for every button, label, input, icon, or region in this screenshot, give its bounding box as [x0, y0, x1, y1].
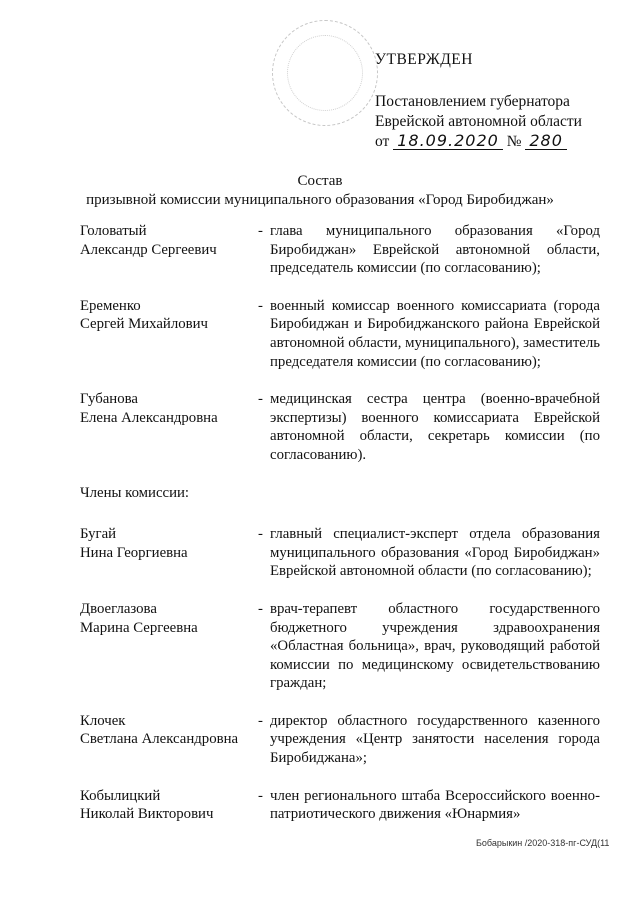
document-footer-code: Бобарыкин /2020-318-пг-СУД(11 [476, 838, 610, 848]
person-role: врач-терапевт областного государственного бюджетного учреждения здравоохранения «Областная больница», врач, руководящий работой комиссии по медицинскому освидетельствованию граждан; [270, 600, 600, 692]
list-item [80, 712, 600, 768]
list-item [80, 297, 600, 371]
person-role: медицинская сестра центра (военно-врачебной экспертизы) военного комиссариата Еврейской автономной области, секретарь комиссии (по согласованию). [270, 391, 600, 463]
members-header: Члены комиссии: [80, 484, 190, 501]
list-item [80, 600, 600, 693]
dash-separator: - [258, 787, 263, 804]
person-name [80, 390, 258, 464]
person-name [80, 600, 258, 693]
person-role: директор областного государственного казенного учреждения «Центр занятости населения города Биробиджана»; [270, 712, 600, 767]
dash-separator: - [258, 391, 263, 408]
list-item [80, 222, 600, 278]
heading-line-2: призывной комиссии муниципального образования «Город Биробиджан» [86, 192, 554, 208]
person-role: глава муниципального образования «Город Биробиджан» Еврейской автономной области, председатель комиссии (по согласованию); [270, 223, 600, 277]
approval-line-2: Еврейской автономной области [375, 113, 582, 130]
person-given-names: Светлана Александровна [80, 731, 239, 748]
person-surname: Губанова [80, 391, 138, 408]
dash-separator: - [258, 600, 263, 617]
approval-title: УТВЕРЖДЕН [375, 51, 473, 68]
person-given-names: Сергей Михайлович [80, 316, 208, 333]
list-item [80, 525, 600, 581]
seal-inner-ring [287, 35, 363, 111]
document-heading [0, 172, 640, 210]
person-role: член регионального штаба Всероссийского военно-патриотического движения «Юнармия» [270, 787, 600, 823]
seal-stamp [272, 20, 378, 126]
commission-list [80, 222, 600, 843]
approval-date-line [375, 132, 582, 152]
dash-separator: - [258, 223, 263, 239]
list-item [80, 390, 600, 464]
list-item [80, 787, 600, 824]
person-name [80, 712, 258, 768]
approval-number-prefix: № [506, 133, 522, 150]
person-surname: Еременко [80, 297, 141, 314]
person-name [80, 297, 258, 371]
person-surname: Кобылицкий [80, 787, 161, 804]
person-name [80, 525, 258, 581]
approval-date-prefix: от [375, 133, 390, 150]
dash-separator: - [258, 526, 263, 543]
person-name [80, 222, 258, 278]
person-name [80, 787, 258, 824]
person-surname: Двоеглазова [80, 600, 157, 617]
person-given-names: Николай Викторович [80, 806, 214, 823]
dash-separator: - [258, 297, 263, 314]
person-given-names: Нина Георгиевна [80, 544, 188, 561]
dash-separator: - [258, 712, 263, 729]
approval-date-value: 18.09.2020 [393, 132, 503, 150]
approval-block [375, 50, 582, 152]
person-given-names: Александр Сергеевич [80, 241, 217, 258]
person-given-names: Елена Александровна [80, 409, 218, 426]
heading-line-1: Состав [297, 173, 343, 189]
person-surname: Бугай [80, 526, 117, 543]
person-surname: Головатый [80, 223, 147, 239]
approval-line-1: Постановлением губернатора [375, 93, 570, 110]
person-role: главный специалист-эксперт отдела образования муниципального образования «Город Биробиджан» Еврейской автономной области (по согласованию); [270, 526, 600, 580]
person-surname: Клочек [80, 712, 126, 729]
approval-spacer [375, 70, 582, 92]
approval-number-value: 280 [525, 132, 567, 150]
person-given-names: Марина Сергеевна [80, 619, 198, 636]
person-role: военный комиссар военного комиссариата (города Биробиджан и Биробиджанского района Еврейской автономной области, муниципального), заместитель председателя комиссии (по согласованию); [270, 297, 600, 370]
